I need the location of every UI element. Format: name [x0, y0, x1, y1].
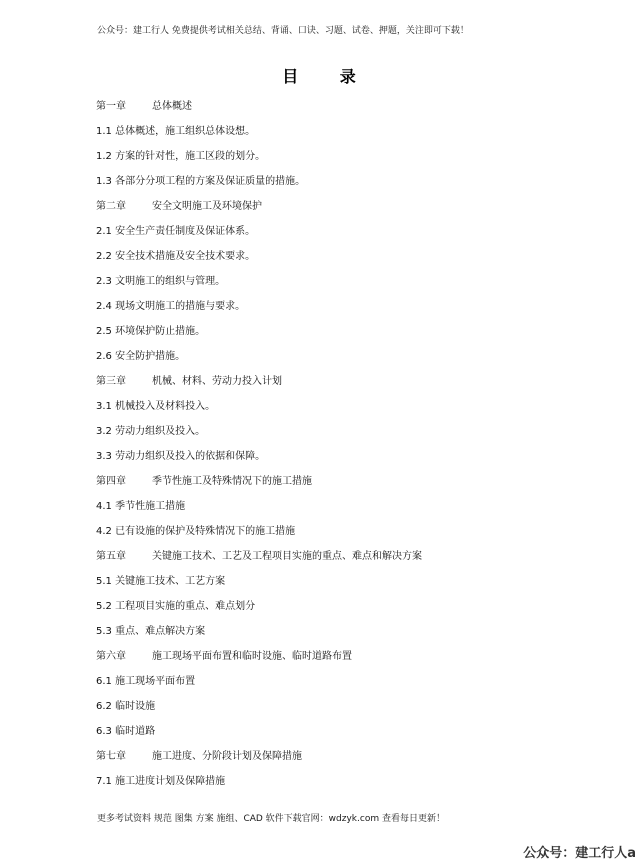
toc-chapter-entry[interactable]	[96, 744, 556, 769]
toc-section-entry[interactable]	[96, 694, 556, 719]
chapter-number: 第三章	[96, 375, 126, 387]
chapter-number: 第六章	[96, 650, 126, 662]
chapter-title: 机械、材料、劳动力投入计划	[152, 375, 282, 387]
section-title: 4.1 季节性施工措施	[96, 500, 186, 512]
toc-section-entry[interactable]	[96, 344, 556, 369]
chapter-number: 第五章	[96, 550, 126, 562]
section-title: 2.6 安全防护措施。	[96, 350, 186, 362]
toc-section-entry[interactable]	[96, 219, 556, 244]
section-title: 2.1 安全生产责任制度及保证体系。	[96, 225, 256, 237]
toc-section-entry[interactable]	[96, 494, 556, 519]
section-title: 4.2 已有设施的保护及特殊情况下的施工措施	[96, 525, 296, 537]
toc-section-entry[interactable]	[96, 169, 556, 194]
section-title: 2.2 安全技术措施及安全技术要求。	[96, 250, 256, 262]
chapter-title: 施工进度、分阶段计划及保障措施	[152, 750, 302, 762]
toc-chapter-entry[interactable]	[96, 369, 556, 394]
section-title: 1.2 方案的针对性，施工区段的划分。	[96, 150, 266, 162]
toc-section-entry[interactable]	[96, 119, 556, 144]
section-title: 6.1 施工现场平面布置	[96, 675, 196, 687]
toc-section-entry[interactable]	[96, 619, 556, 644]
chapter-title: 安全文明施工及环境保护	[152, 200, 262, 212]
section-title: 1.3 各部分分项工程的方案及保证质量的措施。	[96, 175, 306, 187]
section-title: 3.3 劳动力组织及投入的依据和保障。	[96, 450, 266, 462]
section-title: 6.3 临时道路	[96, 725, 156, 737]
toc-section-entry[interactable]	[96, 569, 556, 594]
toc-section-entry[interactable]	[96, 419, 556, 444]
toc-section-entry[interactable]	[96, 144, 556, 169]
chapter-number: 第四章	[96, 475, 126, 487]
toc-section-entry[interactable]	[96, 444, 556, 469]
chapter-number: 第二章	[96, 200, 126, 212]
toc-chapter-entry[interactable]	[96, 194, 556, 219]
toc-section-entry[interactable]	[96, 294, 556, 319]
toc-chapter-entry[interactable]	[96, 544, 556, 569]
chapter-title: 总体概述	[152, 100, 192, 112]
section-title: 7.1 施工进度计划及保障措施	[96, 775, 226, 787]
toc-section-entry[interactable]	[96, 319, 556, 344]
toc-section-entry[interactable]	[96, 594, 556, 619]
section-title: 2.3 文明施工的组织与管理。	[96, 275, 226, 287]
toc-section-entry[interactable]	[96, 519, 556, 544]
section-title: 3.2 劳动力组织及投入。	[96, 425, 206, 437]
section-title: 5.3 重点、难点解决方案	[96, 625, 206, 637]
watermark: 公众号：建工行人a	[523, 846, 636, 861]
toc-section-entry[interactable]	[96, 769, 556, 794]
section-title: 2.4 现场文明施工的措施与要求。	[96, 300, 246, 312]
page-header-notice: 公众号：建工行人 免费提供考试相关总结、背诵、口诀、习题、试卷、押题，关注即可下载！	[97, 26, 469, 36]
section-title: 3.1 机械投入及材料投入。	[96, 400, 216, 412]
page-title: 目 录	[282, 67, 374, 86]
toc-section-entry[interactable]	[96, 244, 556, 269]
toc-chapter-entry[interactable]	[96, 94, 556, 119]
page-footer-notice: 更多考试资料 规范 图集 方案 施组、CAD 软件下载官网：wdzyk.com 查看每日更新！	[97, 814, 445, 824]
chapter-title: 施工现场平面布置和临时设施、临时道路布置	[152, 650, 352, 662]
chapter-number: 第一章	[96, 100, 126, 112]
chapter-number: 第七章	[96, 750, 126, 762]
chapter-title: 关键施工技术、工艺及工程项目实施的重点、难点和解决方案	[152, 550, 422, 562]
chapter-title: 季节性施工及特殊情况下的施工措施	[152, 475, 312, 487]
toc-chapter-entry[interactable]	[96, 644, 556, 669]
section-title: 1.1 总体概述，施工组织总体设想。	[96, 125, 256, 137]
toc-section-entry[interactable]	[96, 669, 556, 694]
section-title: 5.1 关键施工技术、工艺方案	[96, 575, 226, 587]
toc-chapter-entry[interactable]	[96, 469, 556, 494]
toc-section-entry[interactable]	[96, 719, 556, 744]
section-title: 6.2 临时设施	[96, 700, 156, 712]
table-of-contents	[96, 94, 556, 794]
section-title: 2.5 环境保护防止措施。	[96, 325, 206, 337]
section-title: 5.2 工程项目实施的重点、难点划分	[96, 600, 256, 612]
toc-section-entry[interactable]	[96, 269, 556, 294]
toc-section-entry[interactable]	[96, 394, 556, 419]
